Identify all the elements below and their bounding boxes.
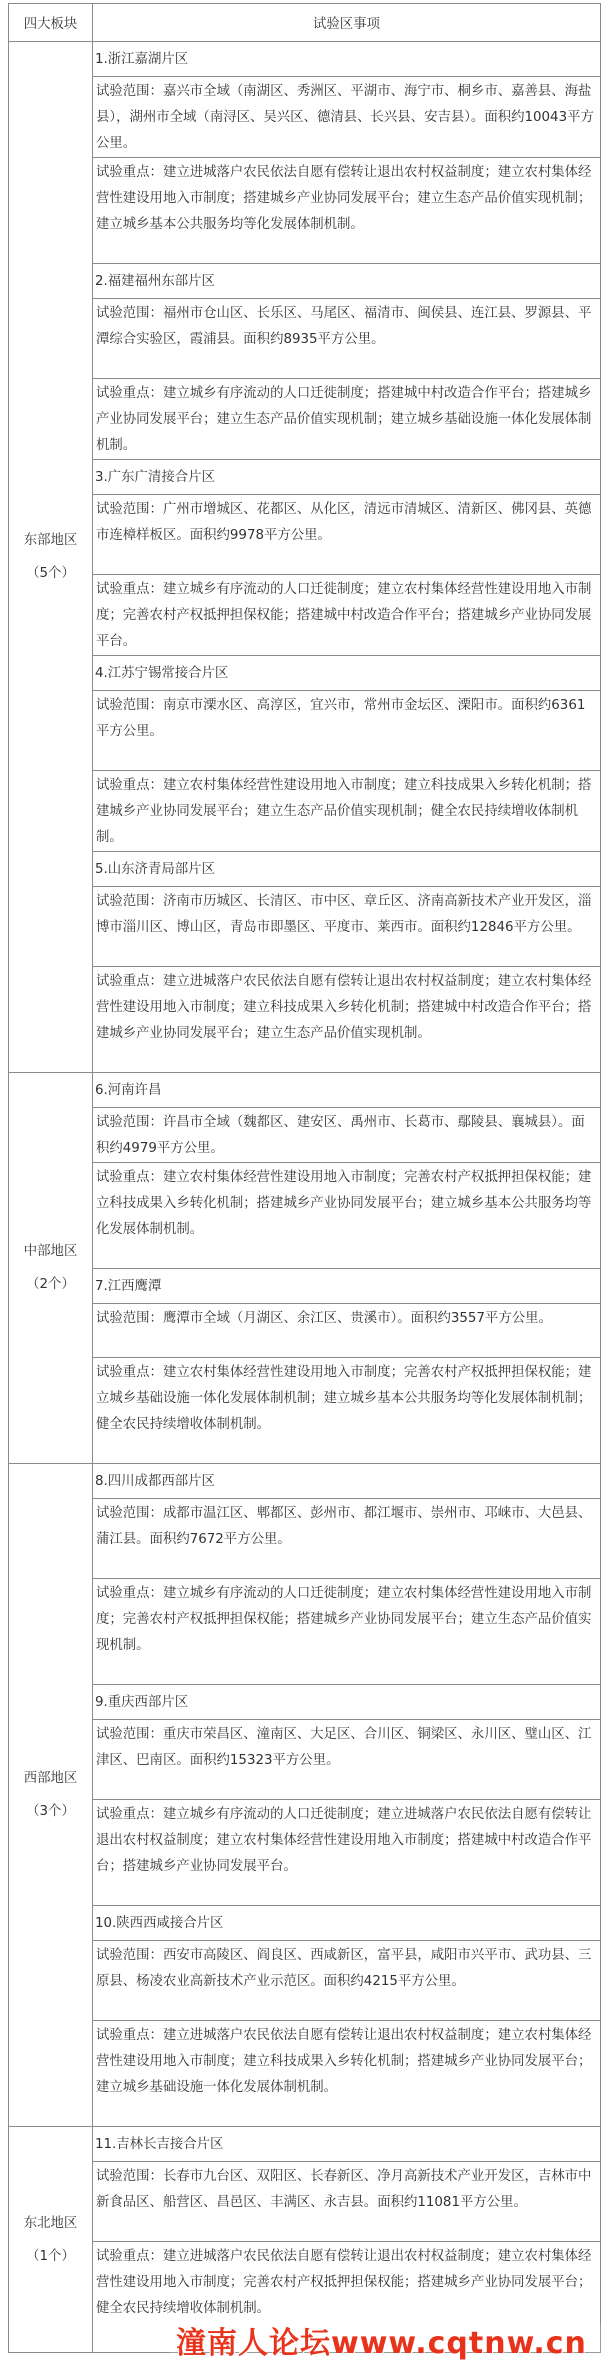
zone-focus: 试验重点：建立进城落户农民依法自愿有偿转让退出农村权益制度；建立农村集体经营性建设用地入市制度；搭建城乡产业协同发展平台；建立生态产品价值实现机制；建立城乡基本公共服务均等化发展体制机制。 xyxy=(93,158,601,264)
zone-title-row xyxy=(9,264,601,299)
zone-title: 2.福建福州东部片区 xyxy=(93,264,601,299)
forum-watermark: 潼南人论坛www.cqtnw.cn xyxy=(176,2326,587,2361)
zone-focus: 试验重点：建立农村集体经营性建设用地入市制度；建立科技成果入乡转化机制；搭建城乡产业协同发展平台；建立生态产品价值实现机制；健全农民持续增收体制机制。 xyxy=(93,771,601,852)
zone-title-row xyxy=(9,42,601,77)
zone-focus-row xyxy=(9,1163,601,1269)
zone-title: 1.浙江嘉湖片区 xyxy=(93,42,601,77)
zone-focus-row xyxy=(9,379,601,460)
zone-title: 11.吉林长吉接合片区 xyxy=(93,2127,601,2162)
zone-scope-row xyxy=(9,1108,601,1163)
zone-title-row xyxy=(9,460,601,495)
zone-title-row xyxy=(9,1464,601,1499)
zone-focus-row xyxy=(9,1800,601,1906)
zone-focus: 试验重点：建立进城落户农民依法自愿有偿转让退出农村权益制度；建立农村集体经营性建设用地入市制度；建立科技成果入乡转化机制；搭建城中村改造合作平台；搭建城乡产业协同发展平台；建立生态产品价值实现机制。 xyxy=(93,967,601,1073)
zone-scope: 试验范围：长春市九台区、双阳区、长春新区、净月高新技术产业开发区，吉林市中新食品区、船营区、昌邑区、丰满区、永吉县。面积约11081平方公里。 xyxy=(93,2162,601,2242)
zone-scope-row xyxy=(9,1499,601,1579)
zone-focus-row xyxy=(9,967,601,1073)
zone-scope-row xyxy=(9,2162,601,2242)
zone-scope: 试验范围：成都市温江区、郫都区、彭州市、都江堰市、崇州市、邛崃市、大邑县、蒲江县。面积约7672平方公里。 xyxy=(93,1499,601,1579)
zone-scope-row xyxy=(9,887,601,967)
zone-title-row xyxy=(9,1906,601,1941)
zone-title: 3.广东广清接合片区 xyxy=(93,460,601,495)
zone-title: 9.重庆西部片区 xyxy=(93,1685,601,1720)
zone-scope-row xyxy=(9,1304,601,1358)
region-northeast xyxy=(9,2127,93,2353)
region-east xyxy=(9,42,93,1073)
region-name: 西部地区 xyxy=(23,1771,78,1786)
zone-focus: 试验重点：建立城乡有序流动的人口迁徙制度；搭建城中村改造合作平台；搭建城乡产业协同发展平台；建立生态产品价值实现机制；建立城乡基础设施一体化发展体制机制。 xyxy=(93,379,601,460)
zone-title-row xyxy=(9,1073,601,1108)
zone-focus-row xyxy=(9,158,601,264)
zone-title-row xyxy=(9,1269,601,1304)
region-name: 中部地区 xyxy=(23,1244,78,1259)
table-header-row xyxy=(9,4,601,42)
zone-scope: 试验范围：许昌市全域（魏都区、建安区、禹州市、长葛市、鄢陵县、襄城县）。面积约4979平方公里。 xyxy=(93,1108,601,1163)
region-west xyxy=(9,1464,93,2127)
zone-title: 5.山东济青局部片区 xyxy=(93,852,601,887)
zone-scope-row xyxy=(9,691,601,771)
zone-scope-row xyxy=(9,1941,601,2021)
zone-focus-row xyxy=(9,1358,601,1464)
header-region: 四大板块 xyxy=(9,4,93,42)
zone-focus-row xyxy=(9,1579,601,1685)
zone-focus: 试验重点：建立进城落户农民依法自愿有偿转让退出农村权益制度；建立农村集体经营性建设用地入市制度；建立科技成果入乡转化机制；搭建城乡产业协同发展平台；建立城乡基础设施一体化发展体制机制。 xyxy=(93,2021,601,2127)
zone-scope: 试验范围：西安市高陵区、阎良区、西咸新区，富平县，咸阳市兴平市、武功县、三原县、杨凌农业高新技术产业示范区。面积约4215平方公里。 xyxy=(93,1941,601,2021)
zone-scope: 试验范围：鹰潭市全域（月湖区、余江区、贵溪市）。面积约3557平方公里。 xyxy=(93,1304,601,1358)
region-name: 东部地区 xyxy=(23,533,78,548)
zone-scope: 试验范围：广州市增城区、花都区、从化区，清远市清城区、清新区、佛冈县、英德市连樟样板区。面积约9978平方公里。 xyxy=(93,495,601,575)
region-count: （5个） xyxy=(26,566,75,581)
zone-focus: 试验重点：建立农村集体经营性建设用地入市制度；完善农村产权抵押担保权能；建立城乡基础设施一体化发展体制机制；建立城乡基本公共服务均等化发展体制机制；健全农民持续增收体制机制。 xyxy=(93,1358,601,1464)
zone-focus-row xyxy=(9,575,601,656)
zone-title-row xyxy=(9,656,601,691)
zone-scope: 试验范围：南京市溧水区、高淳区，宜兴市，常州市金坛区、溧阳市。面积约6361平方公里。 xyxy=(93,691,601,771)
zone-focus: 试验重点：建立农村集体经营性建设用地入市制度；完善农村产权抵押担保权能；建立科技成果入乡转化机制；搭建城乡产业协同发展平台；建立城乡基本公共服务均等化发展体制机制。 xyxy=(93,1163,601,1269)
zone-scope: 试验范围：济南市历城区、长清区、市中区、章丘区、济南高新技术产业开发区，淄博市淄川区、博山区，青岛市即墨区、平度市、莱西市。面积约12846平方公里。 xyxy=(93,887,601,967)
zone-scope-row xyxy=(9,495,601,575)
pilot-zone-table xyxy=(8,3,601,2353)
zone-title: 10.陕西西咸接合片区 xyxy=(93,1906,601,1941)
header-items: 试验区事项 xyxy=(93,4,601,42)
zone-title: 6.河南许昌 xyxy=(93,1073,601,1108)
zone-scope: 试验范围：福州市仓山区、长乐区、马尾区、福清市、闽侯县、连江县、罗源县、平潭综合实验区，霞浦县。面积约8935平方公里。 xyxy=(93,299,601,379)
zone-title-row xyxy=(9,1685,601,1720)
zone-scope: 试验范围：嘉兴市全域（南湖区、秀洲区、平湖市、海宁市、桐乡市、嘉善县、海盐县），湖州市全域（南浔区、吴兴区、德清县、长兴县、安吉县）。面积约10043平方公里。 xyxy=(93,77,601,158)
zone-title-row xyxy=(9,852,601,887)
zone-focus: 试验重点：建立城乡有序流动的人口迁徙制度；建立进城落户农民依法自愿有偿转让退出农村权益制度；建立农村集体经营性建设用地入市制度；搭建城中村改造合作平台；搭建城乡产业协同发展平台。 xyxy=(93,1800,601,1906)
region-count: （2个） xyxy=(26,1277,75,1292)
region-central xyxy=(9,1073,93,1464)
zone-title: 8.四川成都西部片区 xyxy=(93,1464,601,1499)
region-count: （1个） xyxy=(26,2248,75,2264)
zone-title-row xyxy=(9,2127,601,2162)
zone-title: 4.江苏宁锡常接合片区 xyxy=(93,656,601,691)
zone-scope: 试验范围：重庆市荣昌区、潼南区、大足区、合川区、铜梁区、永川区、璧山区、江津区、巴南区。面积约15323平方公里。 xyxy=(93,1720,601,1800)
zone-title: 7.江西鹰潭 xyxy=(93,1269,601,1304)
region-count: （3个） xyxy=(26,1804,75,1819)
region-name: 东北地区 xyxy=(23,2215,78,2231)
zone-focus: 试验重点：建立城乡有序流动的人口迁徙制度；建立农村集体经营性建设用地入市制度；完善农村产权抵押担保权能；搭建城中村改造合作平台；搭建城乡产业协同发展平台。 xyxy=(93,575,601,656)
zone-focus: 试验重点：建立进城落户农民依法自愿有偿转让退出农村权益制度；建立农村集体经营性建设用地入市制度；完善农村产权抵押担保权能；搭建城乡产业协同发展平台；健全农民持续增收体制机制。 xyxy=(93,2242,601,2353)
zone-scope-row xyxy=(9,299,601,379)
zone-focus-row xyxy=(9,2021,601,2127)
zone-scope-row xyxy=(9,1720,601,1800)
zone-scope-row xyxy=(9,77,601,158)
zone-focus: 试验重点：建立城乡有序流动的人口迁徙制度；建立农村集体经营性建设用地入市制度；完善农村产权抵押担保权能；搭建城乡产业协同发展平台；建立生态产品价值实现机制。 xyxy=(93,1579,601,1685)
zone-focus-row xyxy=(9,771,601,852)
